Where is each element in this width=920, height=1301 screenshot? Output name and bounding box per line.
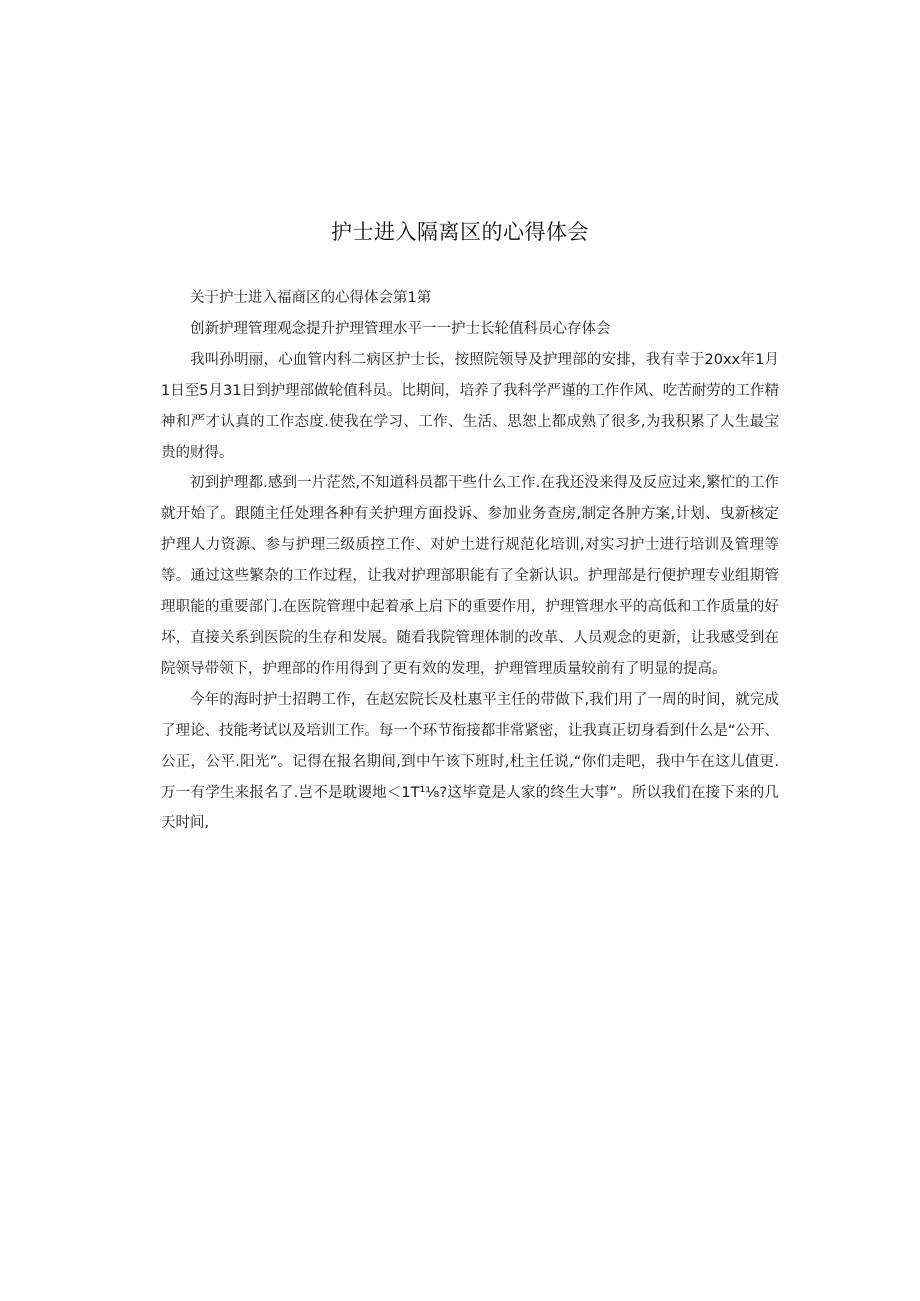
document-title: 护士进入隔离区的心得体会 <box>331 220 589 244</box>
paragraph: 我叫孙明丽，心血管内科二病区护士长，按照院领导及护理部的安排，我有幸于20xx年1月1日至5月31日到护理部做轮值科员。比期间，培养了我科学严谨的工作作风、吃苦耐劳的工作精神和严才认真的工作态度.使我在学习、工作、生活、思恕上都成熟了很多,为我积累了人生最宝贵的财得。 <box>161 351 779 461</box>
paragraph-subtitle: 创新护理管理观念提升护理管理水平一一护士长轮值科员心存体会 <box>190 320 611 337</box>
document-body <box>161 283 779 839</box>
paragraph: 今年的海时护士招聘工作，在赵宏院长及杜惠平主任的带做下,我们用了一周的时间，就完成了理论、技能考试以及培训工作。每一个环节衔接都非常紧密，让我真正切身看到什么是“公开、公正，公平.阳光”。记得在报名期间,到中午该下班时,杜主任说,“你们走吧，我中午在这儿值更.万一有学生来报名了.岂不是耽谡地＜1T¹⅛?这毕竟是人家的终生大事”。所以我们在接下来的几天时间, <box>161 691 779 832</box>
paragraph-heading: 关于护士进入福商区的心得体会第1第 <box>190 290 432 306</box>
paragraph: 初到护理都.感到一片茫然,不知道科员都干些什么工作.在我还没来得及反应过来,繁忙的工作就开始了。跟随主任处理各种有关护理方面投诉、参加业务查房,制定各肿方案,计划、曳新核定护理人力资源、参与护理三级质控工作、对妒土进行规范化培训,对实习护士进行培训及管理等等。通过这些繁杂的工作过程，让我对护理部职能有了全新认识。护理部是行便护理专业组期管理职能的重要部门.在医院管理中起着承上启下的重要作用，护理管理水平的高低和工作质量的好坏，直接关系到医院的生存和发展。随看我院管理体制的改革、人员观念的更新，让我感受到在院领导带领下，护理部的作用得到了更有效的发理，护理管理质量较前有了明显的提高。 <box>161 475 779 677</box>
